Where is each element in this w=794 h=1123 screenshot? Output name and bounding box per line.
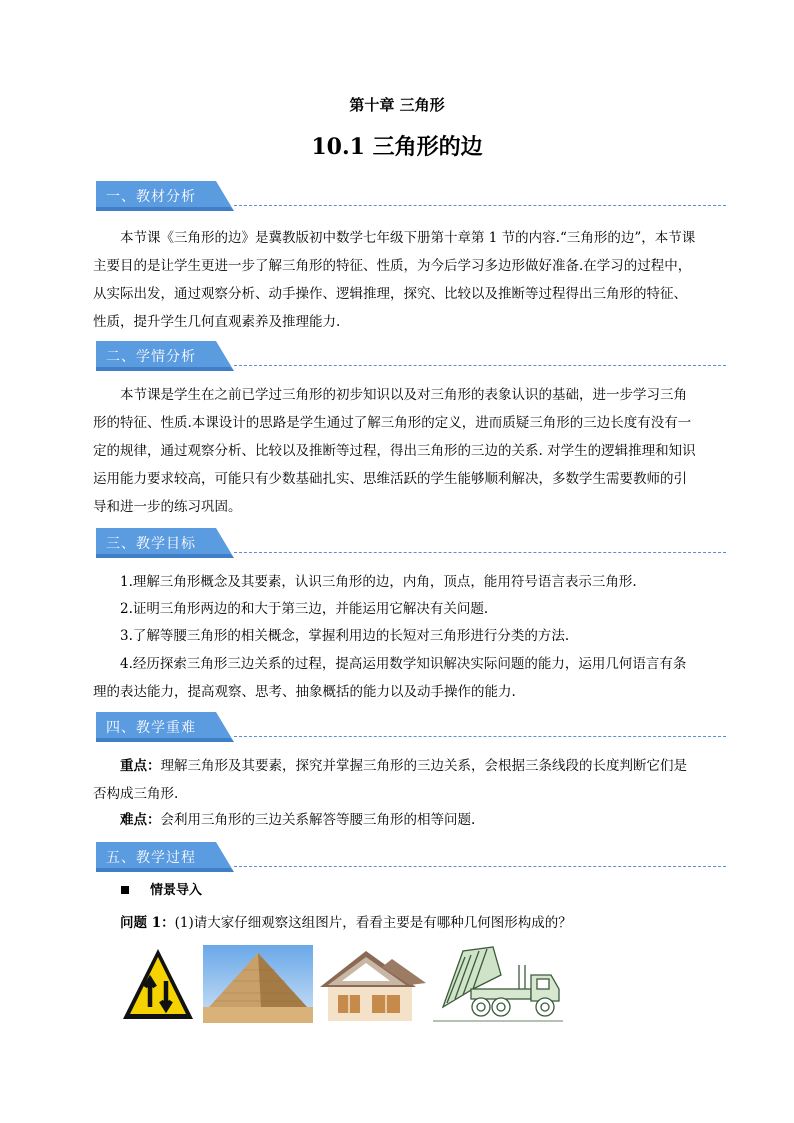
question-1	[120, 910, 730, 937]
section-header-students	[96, 341, 726, 371]
square-bullet-icon	[121, 886, 129, 894]
dashed-divider	[234, 205, 726, 206]
goal-item: 2.证明三角形两边的和大于第三边，并能运用它解决有关问题.	[120, 601, 489, 617]
section-header-goals	[96, 528, 726, 558]
chapter-title: 第十章 三角形	[349, 96, 445, 114]
section-header-keypoints	[96, 712, 726, 742]
section-title: 二、学情分析	[106, 349, 196, 365]
section-title: 五、教学过程	[106, 850, 196, 866]
goal-item: 1.理解三角形概念及其要素，认识三角形的边，内角，顶点，能用符号语言表示三角形.	[120, 574, 637, 590]
dashed-divider	[234, 552, 726, 553]
key-point-label: 重点：	[120, 758, 161, 774]
key-point-paragraph	[93, 752, 699, 808]
subheading-scenario: 情景导入	[150, 883, 203, 898]
analysis-paragraph: 本节课《三角形的边》是冀教版初中数学七年级下册第十章第 1 节的内容.“三角形的边”，本节课主要目的是让学生更进一步了解三角形的特征、性质，为今后学习多边形做好准备.在学习的过程中，从实际出发，通过观察分析、动手操作、逻辑推理，探究、比较以及推断等过程得出三角形的特征、性质，提升学生几何直观素养及推理能力.	[93, 230, 696, 330]
lesson-title: 10.1 三角形的边	[311, 134, 483, 160]
goal-item: 4.经历探索三角形三边关系的过程，提高运用数学知识解决实际问题的能力，运用几何语言有条理的表达能力，提高观察、思考、抽象概括的能力以及动手操作的能力.	[93, 656, 687, 700]
students-paragraph: 本节课是学生在之前已学过三角形的初步知识以及对三角形的表象认识的基础，进一步学习三角形的特征、性质.本课设计的思路是学生通过了解三角形的定义，进而质疑三角形的三边长度有没有一定的规律，通过观察分析、比较以及推断等过程，得出三角形的三边的关系. 对学生的逻辑推理和知识运用能力要求较高，可能只有少数基础扎实、思维活跃的学生能够顺利解决，多数学生需要教师的引导和进一步的练习巩固。	[93, 387, 696, 515]
dashed-divider	[234, 736, 726, 737]
question-label: 问题 1：	[120, 915, 175, 931]
warning-sign-icon	[121, 945, 195, 1023]
difficult-point-label: 难点：	[120, 812, 161, 828]
difficult-point-text: 会利用三角形的三边关系解答等腰三角形的相等问题.	[160, 812, 476, 828]
question-text: (1)请大家仔细观察这组图片，看看主要是有哪种几何图形构成的？	[174, 915, 572, 931]
section-header-process	[96, 842, 726, 872]
goal-item: 3.了解等腰三角形的相关概念，掌握利用边的长短对三角形进行分类的方法.	[120, 628, 570, 644]
difficult-point-paragraph	[93, 806, 699, 834]
key-point-text: 理解三角形及其要素，探究并掌握三角形的三边关系，会根据三条线段的长度判断它们是否构成三角形.	[93, 758, 687, 802]
dashed-divider	[234, 365, 726, 366]
house-roof-photo	[320, 945, 426, 1023]
section-title: 一、教材分析	[106, 189, 196, 205]
section-header-analysis	[96, 181, 726, 211]
section-title: 三、教学目标	[106, 536, 196, 552]
pyramid-photo	[203, 945, 313, 1023]
section-title: 四、教学重难	[106, 720, 196, 736]
dashed-divider	[234, 866, 726, 867]
dump-truck-drawing	[433, 945, 563, 1023]
